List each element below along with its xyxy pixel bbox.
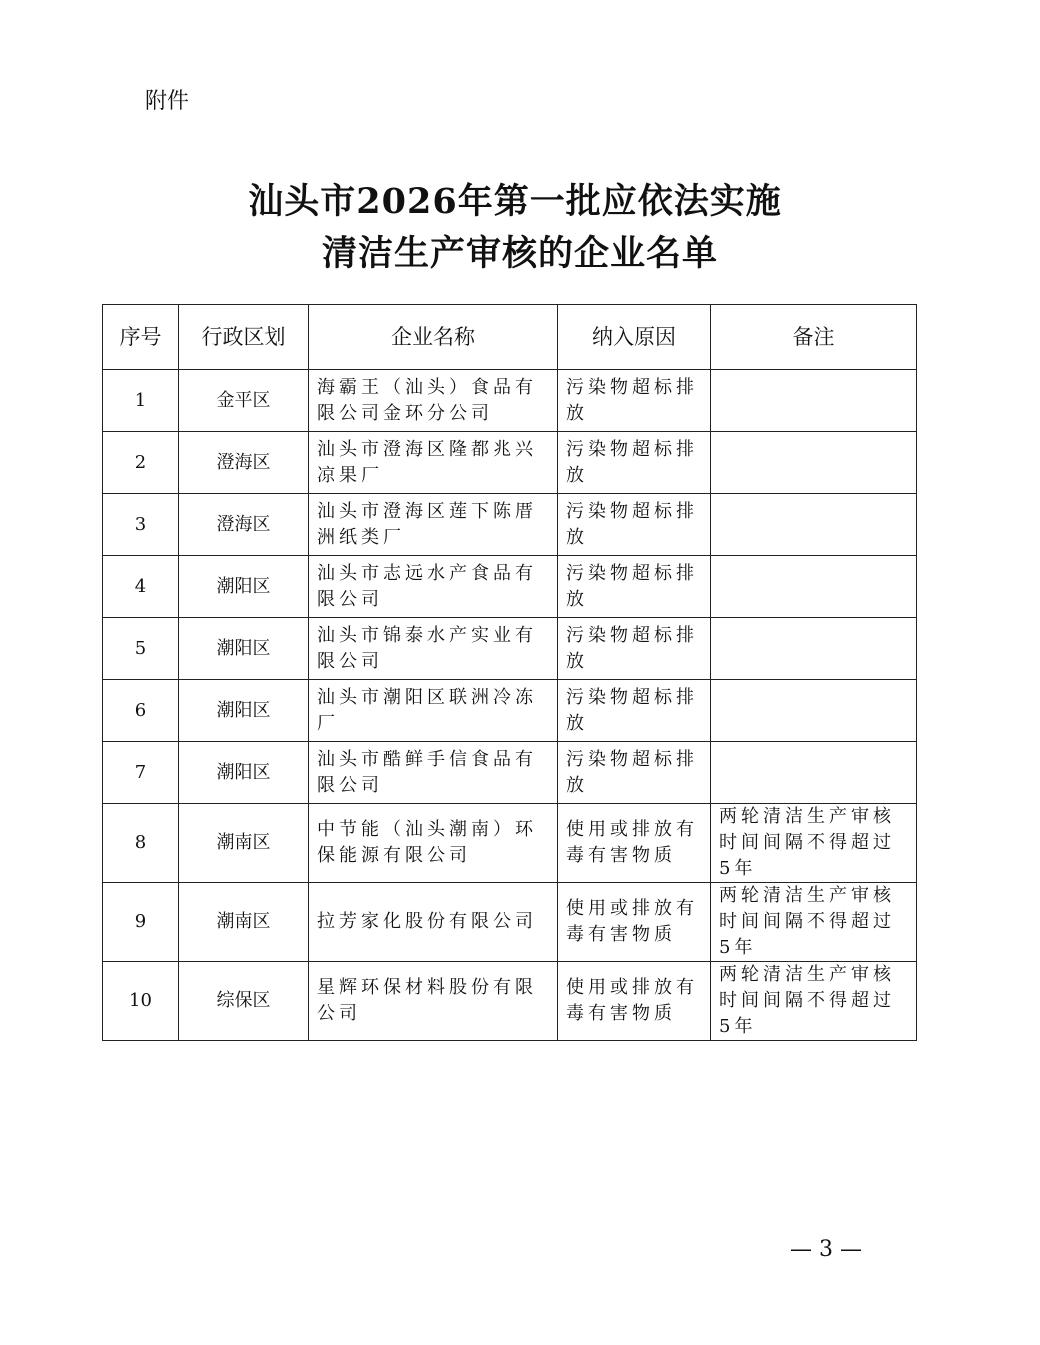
cell-note — [711, 494, 917, 556]
cell-no: 1 — [103, 370, 179, 432]
table-row — [103, 883, 917, 962]
cell-no: 9 — [103, 883, 179, 962]
table-row — [103, 804, 917, 883]
attachment-label: 附件 — [145, 89, 190, 114]
cell-district: 潮阳区 — [179, 742, 309, 804]
cell-district: 澄海区 — [179, 494, 309, 556]
header-district: 行政区划 — [179, 305, 309, 370]
cell-district: 潮阳区 — [179, 556, 309, 618]
title-line-1: 汕头市2026年第一批应依法实施 — [248, 181, 782, 222]
cell-district: 综保区 — [179, 962, 309, 1041]
cell-name: 汕头市锦泰水产实业有限公司 — [309, 618, 558, 680]
cell-note — [711, 432, 917, 494]
cell-note: 两轮清洁生产审核时间间隔不得超过5年 — [711, 883, 917, 962]
cell-name: 汕头市志远水产食品有限公司 — [309, 556, 558, 618]
cell-reason: 污染物超标排放 — [558, 432, 711, 494]
cell-district: 潮南区 — [179, 883, 309, 962]
title-line-2: 清洁生产审核的企业名单 — [321, 233, 718, 274]
cell-district: 潮南区 — [179, 804, 309, 883]
cell-district: 潮阳区 — [179, 618, 309, 680]
cell-district: 潮阳区 — [179, 680, 309, 742]
cell-no: 8 — [103, 804, 179, 883]
cell-reason: 污染物超标排放 — [558, 494, 711, 556]
header-note: 备注 — [711, 305, 917, 370]
cell-reason: 使用或排放有毒有害物质 — [558, 962, 711, 1041]
cell-note — [711, 370, 917, 432]
cell-note — [711, 618, 917, 680]
cell-no: 2 — [103, 432, 179, 494]
cell-note: 两轮清洁生产审核时间间隔不得超过5年 — [711, 962, 917, 1041]
cell-name: 汕头市澄海区隆都兆兴凉果厂 — [309, 432, 558, 494]
cell-no: 4 — [103, 556, 179, 618]
cell-note — [711, 680, 917, 742]
table-row — [103, 680, 917, 742]
table-header-row — [103, 305, 917, 370]
cell-district: 金平区 — [179, 370, 309, 432]
cell-note — [711, 742, 917, 804]
document-title — [0, 176, 1040, 280]
cell-name: 中节能（汕头潮南）环保能源有限公司 — [309, 804, 558, 883]
cell-name: 汕头市潮阳区联洲冷冻厂 — [309, 680, 558, 742]
cell-reason: 污染物超标排放 — [558, 680, 711, 742]
cell-note: 两轮清洁生产审核时间间隔不得超过5年 — [711, 804, 917, 883]
cell-name: 汕头市澄海区莲下陈厝洲纸类厂 — [309, 494, 558, 556]
table-row — [103, 556, 917, 618]
cell-district: 澄海区 — [179, 432, 309, 494]
cell-no: 5 — [103, 618, 179, 680]
table-row — [103, 494, 917, 556]
header-name: 企业名称 — [309, 305, 558, 370]
table-row — [103, 962, 917, 1041]
page-number: — 3 — — [790, 1237, 862, 1262]
enterprise-table — [102, 304, 917, 1041]
cell-name: 汕头市酷鲜手信食品有限公司 — [309, 742, 558, 804]
cell-no: 6 — [103, 680, 179, 742]
cell-no: 10 — [103, 962, 179, 1041]
cell-reason: 污染物超标排放 — [558, 556, 711, 618]
cell-reason: 污染物超标排放 — [558, 618, 711, 680]
cell-reason: 使用或排放有毒有害物质 — [558, 883, 711, 962]
table-row — [103, 742, 917, 804]
table-row — [103, 432, 917, 494]
cell-no: 3 — [103, 494, 179, 556]
header-reason: 纳入原因 — [558, 305, 711, 370]
cell-name: 拉芳家化股份有限公司 — [309, 883, 558, 962]
cell-note — [711, 556, 917, 618]
cell-reason: 污染物超标排放 — [558, 742, 711, 804]
cell-name: 海霸王（汕头）食品有限公司金环分公司 — [309, 370, 558, 432]
table-row — [103, 618, 917, 680]
cell-no: 7 — [103, 742, 179, 804]
header-no: 序号 — [103, 305, 179, 370]
table-row — [103, 370, 917, 432]
cell-reason: 污染物超标排放 — [558, 370, 711, 432]
cell-reason: 使用或排放有毒有害物质 — [558, 804, 711, 883]
cell-name: 星辉环保材料股份有限公司 — [309, 962, 558, 1041]
